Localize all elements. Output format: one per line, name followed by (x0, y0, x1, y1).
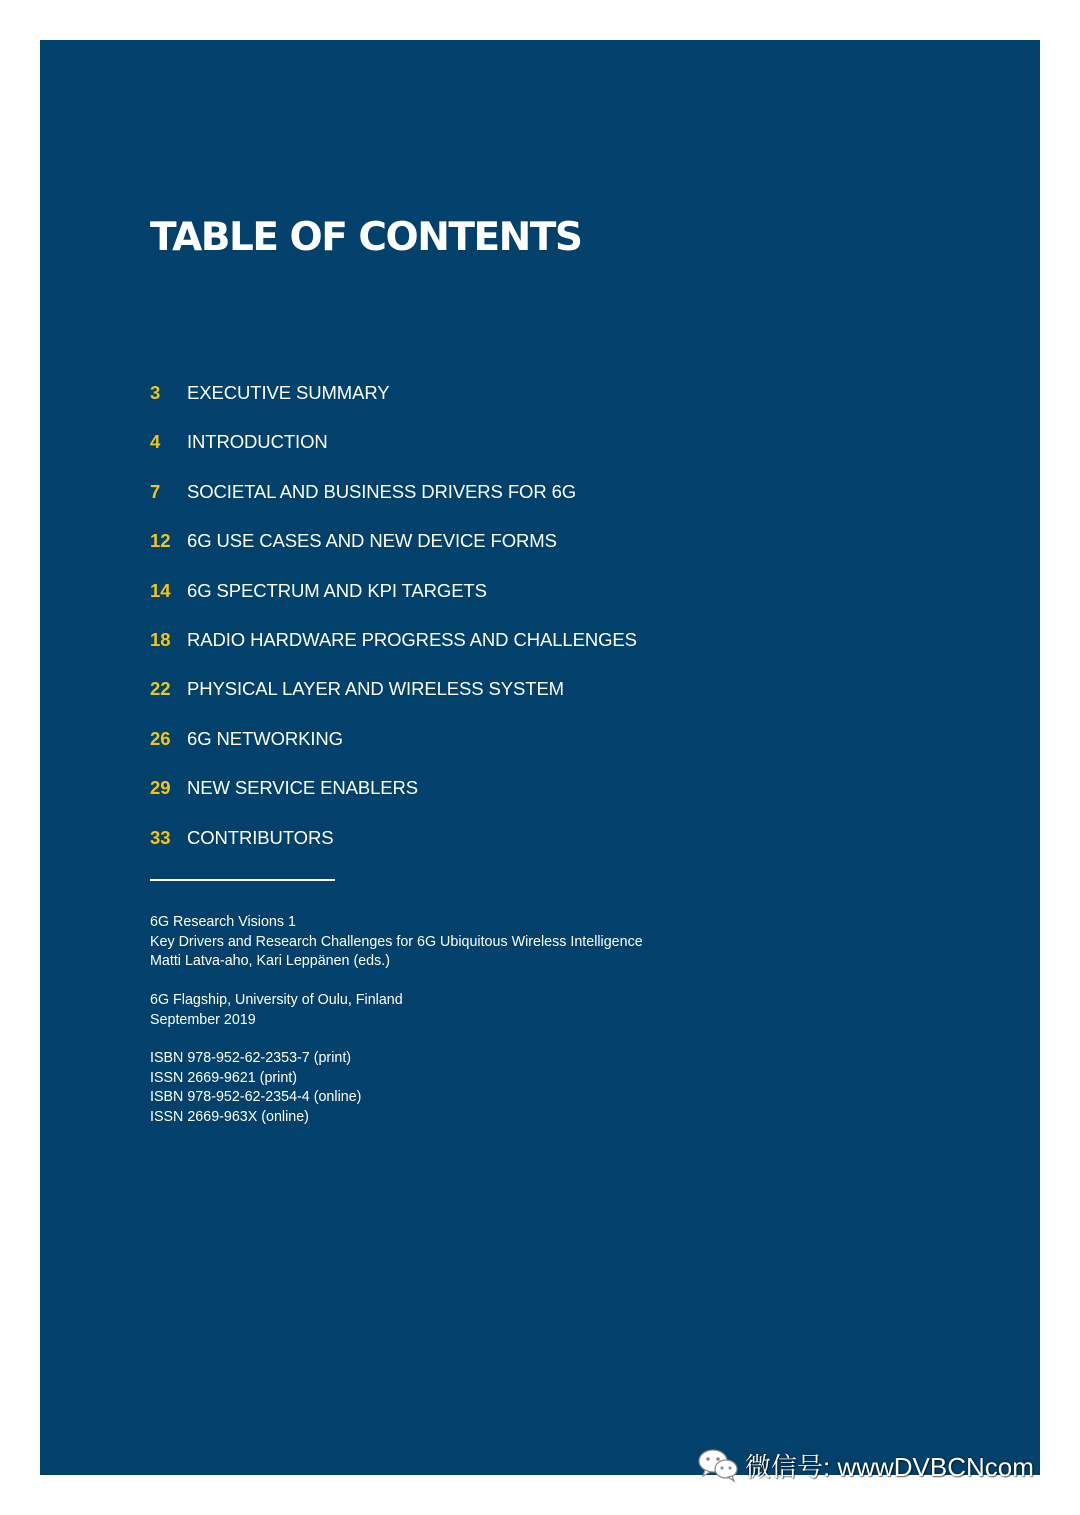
toc-entry-label: CONTRIBUTORS (187, 826, 334, 848)
toc-item[interactable] (150, 675, 850, 724)
page-title: TABLE OF CONTENTS (150, 215, 582, 260)
toc-page-number: 33 (150, 826, 171, 848)
publisher: 6G Flagship, University of Oulu, Finland (150, 992, 403, 1008)
identifier: ISSN 2669-963X (online) (150, 1108, 309, 1125)
toc-page-number: 14 (150, 579, 171, 601)
toc-entry-label: SOCIETAL AND BUSINESS DRIVERS FOR 6G (187, 480, 577, 502)
identifier: ISBN 978-952-62-2354-4 (online) (150, 1089, 362, 1105)
toc-entry-label: INTRODUCTION (187, 431, 328, 453)
watermark (697, 1447, 1034, 1483)
series-title: 6G Research Visions 1 (150, 914, 296, 930)
toc-entry-label: NEW SERVICE ENABLERS (187, 777, 419, 799)
publication-info (150, 913, 643, 972)
toc-entry-label: 6G SPECTRUM AND KPI TARGETS (187, 579, 487, 601)
wechat-icon (697, 1447, 739, 1483)
toc-item[interactable] (150, 428, 850, 477)
toc-page-number: 22 (150, 678, 171, 700)
toc-item[interactable] (150, 824, 850, 873)
toc-item[interactable] (150, 379, 850, 428)
toc-entry-label: PHYSICAL LAYER AND WIRELESS SYSTEM (187, 678, 564, 700)
publication-subtitle: Key Drivers and Research Challenges for 6G Ubiquitous Wireless Intelligence (150, 933, 643, 950)
identifier: ISSN 2669-9621 (print) (150, 1069, 298, 1086)
toc-page-number: 26 (150, 727, 171, 749)
toc-item[interactable] (150, 774, 850, 823)
toc-item[interactable] (150, 725, 850, 774)
toc-page-number: 12 (150, 530, 171, 552)
identifier: ISBN 978-952-62-2353-7 (print) (150, 1050, 352, 1066)
cover-page (40, 40, 1040, 1475)
toc-page-number: 4 (150, 431, 161, 453)
toc-item[interactable] (150, 527, 850, 576)
toc-entry-label: 6G USE CASES AND NEW DEVICE FORMS (187, 530, 557, 552)
publication-date: September 2019 (150, 1011, 256, 1028)
toc-item[interactable] (150, 626, 850, 675)
editors: Matti Latva-aho, Kari Leppänen (eds.) (150, 953, 391, 969)
watermark-text: 微信号: wwwDVBCNcom (745, 1451, 1034, 1482)
toc-item[interactable] (150, 478, 850, 527)
table-of-contents (150, 379, 850, 873)
divider (150, 879, 335, 881)
identifiers (150, 1049, 361, 1127)
toc-item[interactable] (150, 577, 850, 626)
toc-page-number: 29 (150, 777, 171, 799)
toc-entry-label: RADIO HARDWARE PROGRESS AND CHALLENGES (187, 628, 637, 650)
publisher-info (150, 991, 403, 1030)
toc-entry-label: EXECUTIVE SUMMARY (187, 382, 390, 403)
toc-page-number: 7 (150, 480, 161, 502)
toc-entry-label: 6G NETWORKING (187, 727, 343, 749)
toc-page-number: 3 (150, 382, 161, 403)
toc-page-number: 18 (150, 628, 171, 650)
